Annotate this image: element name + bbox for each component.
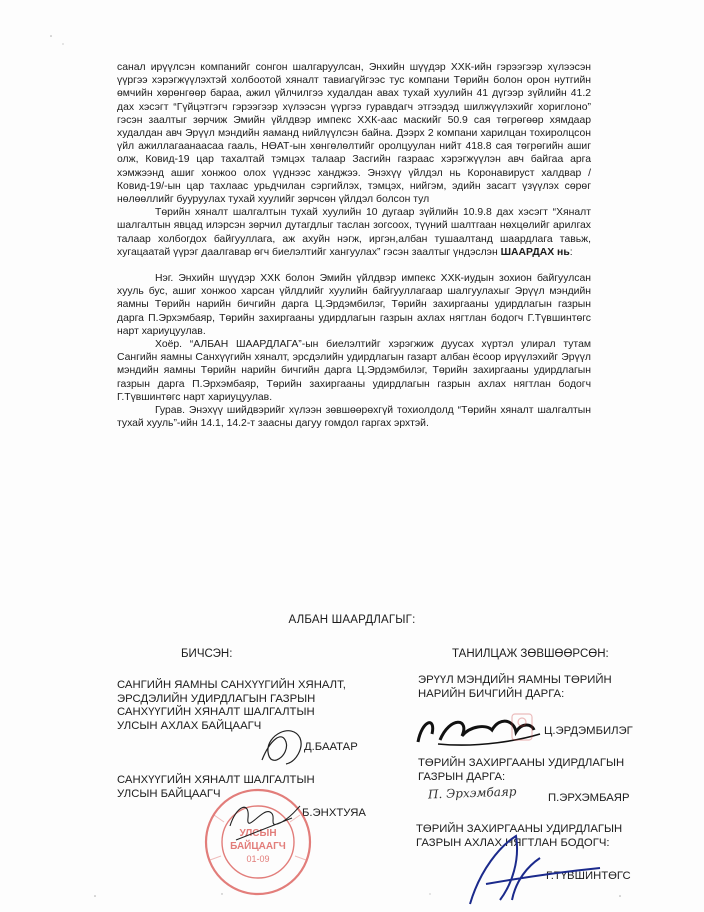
demand-keyword: ШААРДАХ нь [500,246,570,258]
stamp-line-1: УЛСЫН [239,828,277,839]
paragraph-demand-one: Нэг. Энхийн шүүдэр ХХК болон Эмийн үйлдвэр импекс ХХК-иудын зохион байгуулсан хууль бус, ашиг хонжоо харсан үйлдлийг хуулийн байгууллагаар шалгуулахыг Эрүүл мэндийн яамны Төрийн нарийн бичгийн дарга Ц.Эрдэмбилэг, Төрийн захиргааны удирдлагын газрын дарга П.Эрхэмбаяр, Төрийн захиргааны удирдлагын газрын ахлах нягтлан бодогч Г.Түвшинтөгс нарт хариуцуулав. [117,273,591,337]
left-signer-1-name: Д.БААТАР [304,741,358,753]
right-signer-1-title: ЭРҮҮЛ МЭНДИЙН ЯАМНЫ ТӨРИЙН НАРИЙН БИЧГИЙН ДАРГА: [418,674,612,700]
paragraph-legal-basis [117,206,591,259]
written-by-heading: БИЧСЭН: [181,648,233,660]
right-signer-2-name: П.ЭРХЭМБАЯР [548,792,630,804]
handwritten-erkhembayar: П. Эрхэмбаяр [427,784,517,802]
signature-erdembileg [418,721,540,745]
official-stamp [206,790,310,894]
body-text [117,61,591,430]
signatures-heading: АЛБАН ШААРДЛАГЫГ: [288,614,416,626]
paragraph-demand-three: Гурав. Энэхүү шийдвэрийг хүлээн зөвшөөрөхгүй тохиолдолд “Төрийн хяналт шалгалтын тухай хууль”-ийн 14.1, 14.2-т заасны дагуу гомдол гаргах эрхтэй. [117,405,591,430]
left-signer-2-title: САНХҮҮГИЙН ХЯНАЛТ ШАЛГАЛТЫН УЛСЫН БАЙЦААГЧ [117,774,315,800]
right-signer-3-name: Г.ТҮВШИНТӨГС [546,870,631,882]
legal-basis-text: Төрийн хяналт шалгалтын тухай хуулийн 10 дугаар зүйлийн 10.9.8 дах хэсэгт “Хяналт шалгалтын явцад илэрсэн зөрчил дутагдлыг таслан зогсоох, түүний шалтгаан нөхцөлийг арилгах талаар холбогдох байгууллага, аж ахуйн нэгж, иргэн,албан тушаалтанд шаардлага тавьж, хугацаатай үүрэг даалгавар өгч биелэлтийг хангуулах” гэсэн заалтыг үндэслэн [117,207,591,258]
right-signer-3-title: ТӨРИЙН ЗАХИРГААНЫ УДИРДЛАГЫН ГАЗРЫН АХЛАХ НЯГТЛАН БОДОГЧ: [416,823,623,849]
left-signer-1-title: САНГИЙН ЯАМНЫ САНХҮҮГИЙН ХЯНАЛТ, ЭРСДЭЛИЙН УДИРДЛАГЫН ГАЗРЫН САНХҮҮГИЙН ХЯНАЛТ ШАЛГАЛТЫН УЛСЫН АХЛАХ БАЙЦААГЧ [117,679,346,732]
signature-enkhtuya [230,806,300,840]
right-signer-2-title: ТӨРИЙН ЗАХИРГААНЫ УДИРДЛАГЫН ГАЗРЫН ДАРГА: [418,757,625,783]
approved-by-heading: ТАНИЛЦАЖ ЗӨВШӨӨРСӨН: [452,648,609,660]
stamp-line-2: БАЙЦААГЧ [230,841,286,852]
paragraph-findings: санал ирүүлсэн компанийг сонгон шалгаруулсан, Энхийн шүүдэр ХХК-ийн гэрээгээр хүлээсэн үүргээ хэрэгжүүлэхтэй холбоотой хяналт тавиагүйгээс тус компани Төрийн болон орон нутгийн өмчийн хөрөнгөөр бараа, ажил үйлчилгээ худалдан авах тухай хуулийн 41 дүгээр зүйлийн 41.2 дах хэсэгт “Гүйцэтгэгч гэрээгээр хүлээсэн үүргээ гуравдагч этгээдэд шилжүүлэхийг хориглоно” гэсэн заалтыг зөрчиж Эмийн үйлдвэр импекс ХХК-аас маскийг 50.9 сая төгрөгөөр хямдаар худалдан авч Эрүүл мэндийн яаманд нийлүүлсэн байна. Дээрх 2 компани харилцан тохиролцсон үйл ажиллагаанаасаа гааль, НӨАТ-ын хөнгөлөлтийг оролцуулан нийт 418.8 сая төгрөгийн ашиг олж, Ковид-19 цар тахалтай тэмцэх талаар Засгийн газраас хэрэгжүүлэн авч байгаа арга хэмжээнд ашиг хонжоо олох үүднээс ханджээ. Энэхүү үйлдэл нь Коронавируст халдвар /Ковид-19/-ын цар тахлаас урьдчилан сэргийлэх, тэмцэх, нийгэм, эдийн засагт үзүүлэх сөрөг нөлөөллийг бууруулах тухай хуулийг зөрчсөн үйлдэл болсон тул [117,62,591,206]
right-signer-1-name: Ц.ЭРДЭМБИЛЭГ [544,725,633,737]
paragraph-demand-two: Хоёр. “АЛБАН ШААРДЛАГА”-ын биелэлтийг хэрэгжиж дуусах хүртэл улирал тутам Сангийн яамны Санхүүгийн хяналт, эрсдэлийн удирдлагын газарт албан ёсоор ирүүлэхийг Эрүүл мэндийн яамны Төрийн нарийн бичгийн дарга Ц.Эрдэмбилэг, Төрийн захиргааны удирдлагын газрын дарга П.Эрхэмбаяр, Төрийн захиргааны удирдлагын газрын ахлах нягтлан бодогч Г.Түвшинтөгс нарт хариуцуулав. [117,339,591,403]
faint-emblem [512,714,532,740]
left-signer-2-name: Б.ЭНХТУЯА [302,807,366,819]
stamp-line-3: 01-09 [246,854,270,864]
spacer [117,259,591,272]
signature-baatar [262,731,301,764]
legal-basis-end: : [569,246,573,258]
